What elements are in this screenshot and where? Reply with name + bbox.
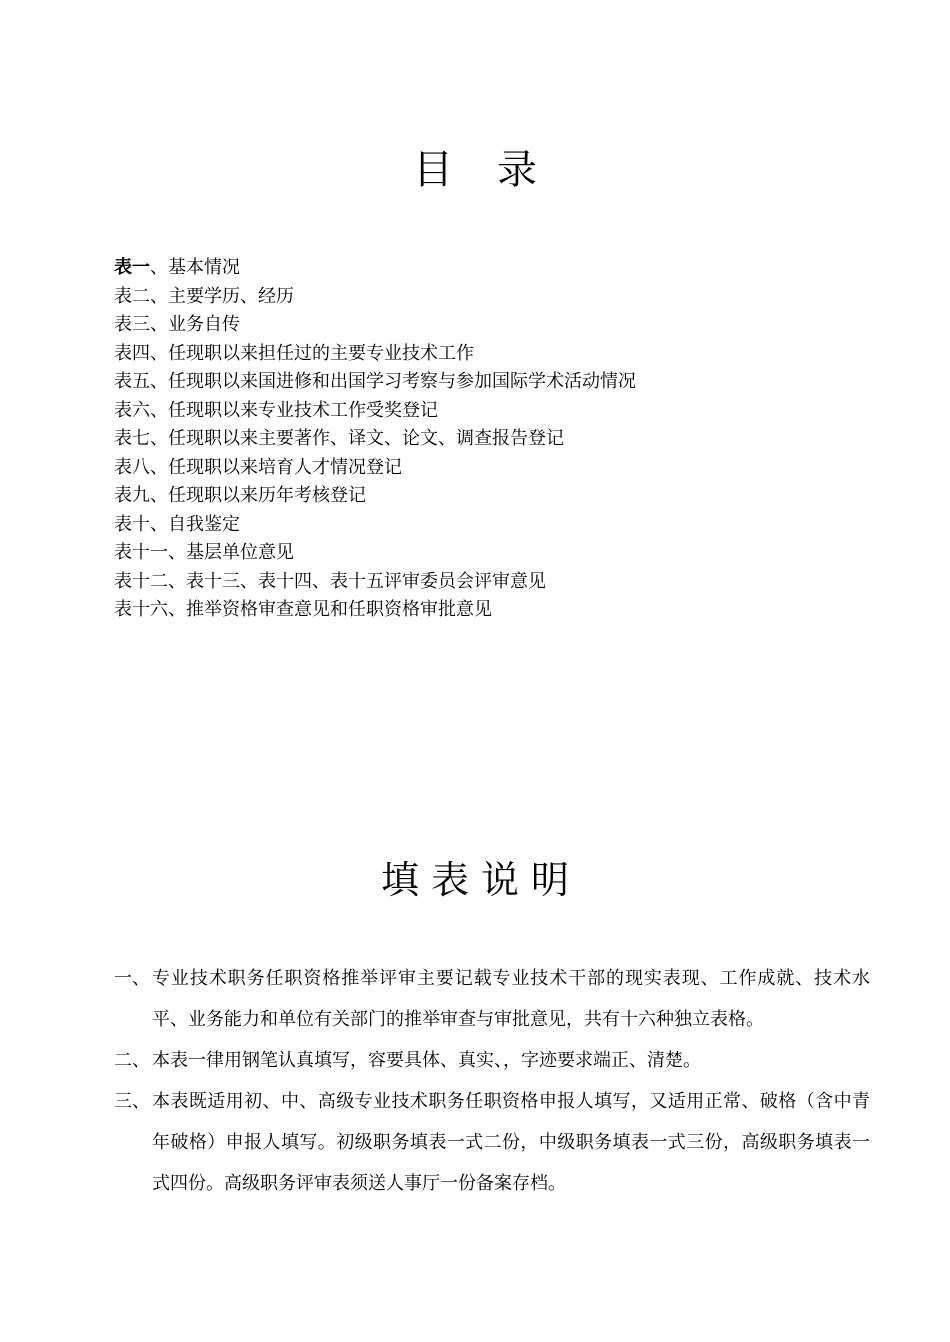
notes-title: 填表说明 xyxy=(380,858,581,902)
toc-item-text: 、任现职以来培育人才情况登记 xyxy=(150,456,402,478)
toc-item xyxy=(114,454,636,483)
toc-item xyxy=(114,340,636,369)
toc-item-prefix: 表七 xyxy=(114,428,150,449)
note-item xyxy=(114,1081,870,1204)
toc-item-prefix: 表八 xyxy=(114,456,150,478)
note-number: 一、 xyxy=(114,968,150,989)
toc-item xyxy=(114,425,636,454)
toc-item-prefix: 表十二 xyxy=(114,570,168,592)
toc-item xyxy=(114,511,636,540)
toc-item xyxy=(114,539,636,568)
toc-item xyxy=(114,568,636,597)
note-text: 本表既适用初、中、高级专业技术职务任职资格申报人填写，又适用正常、破格（含中青年破格）申报人填写。初级职务填表一式二份，中级职务填表一式三份，高级职务填表一式四份。高级职务评审表须送人事厅一份备案存档。 xyxy=(152,1091,870,1194)
toc-item xyxy=(114,482,636,511)
toc-item-prefix: 表四 xyxy=(114,342,150,364)
toc-item-text: 、基层单位意见 xyxy=(168,542,294,563)
toc-item-prefix: 表一 xyxy=(114,257,150,278)
toc-item xyxy=(114,397,636,426)
note-item xyxy=(114,1040,870,1081)
toc-item xyxy=(114,283,636,312)
toc-item-prefix: 表六 xyxy=(114,399,150,421)
toc-item xyxy=(114,368,636,397)
toc-item-text: 、任现职以来专业技术工作受奖登记 xyxy=(150,399,438,421)
toc-item-text: 、主要学历、经历 xyxy=(150,285,294,307)
toc-item-text: 、任现职以来担任过的主要专业技术工作 xyxy=(150,342,474,364)
toc-item-prefix: 表五 xyxy=(114,371,150,392)
toc-item-prefix: 表二 xyxy=(114,285,150,307)
toc-item xyxy=(114,311,636,340)
toc-item-text: 、业务自传 xyxy=(150,314,240,335)
toc-item-text: 、表十三、表十四、表十五评审委员会评审意见 xyxy=(168,570,546,592)
notes-list xyxy=(114,958,870,1204)
toc-item xyxy=(114,254,636,283)
toc-item-text: 、任现职以来国进修和出国学习考察与参加国际学术活动情况 xyxy=(150,371,636,392)
toc-item-prefix: 表十六 xyxy=(114,599,168,620)
toc-item-prefix: 表十一 xyxy=(114,542,168,563)
toc-item xyxy=(114,596,636,625)
toc-item-text: 、基本情况 xyxy=(150,257,240,278)
toc-item-prefix: 表九 xyxy=(114,485,150,506)
toc-item-prefix: 表十 xyxy=(114,513,150,535)
toc-item-text: 、自我鉴定 xyxy=(150,513,240,535)
note-number: 二、 xyxy=(114,1050,150,1071)
toc-item-prefix: 表三 xyxy=(114,314,150,335)
toc-list xyxy=(114,254,636,625)
note-number: 三、 xyxy=(114,1091,150,1112)
toc-title: 目录 xyxy=(413,147,581,193)
note-text: 专业技术职务任职资格推举评审主要记载专业技术干部的现实表现、工作成就、技术水平、业务能力和单位有关部门的推举审查与审批意见，共有十六种独立表格。 xyxy=(152,968,870,1030)
toc-item-text: 、任现职以来主要著作、译文、论文、调查报告登记 xyxy=(150,428,564,449)
note-item xyxy=(114,958,870,1040)
note-text: 本表一律用钢笔认真填写，容要具体、真实、，字迹要求端正、清楚。 xyxy=(152,1050,701,1071)
toc-item-text: 、任现职以来历年考核登记 xyxy=(150,485,366,506)
toc-item-text: 、推举资格审查意见和任职资格审批意见 xyxy=(168,599,492,620)
